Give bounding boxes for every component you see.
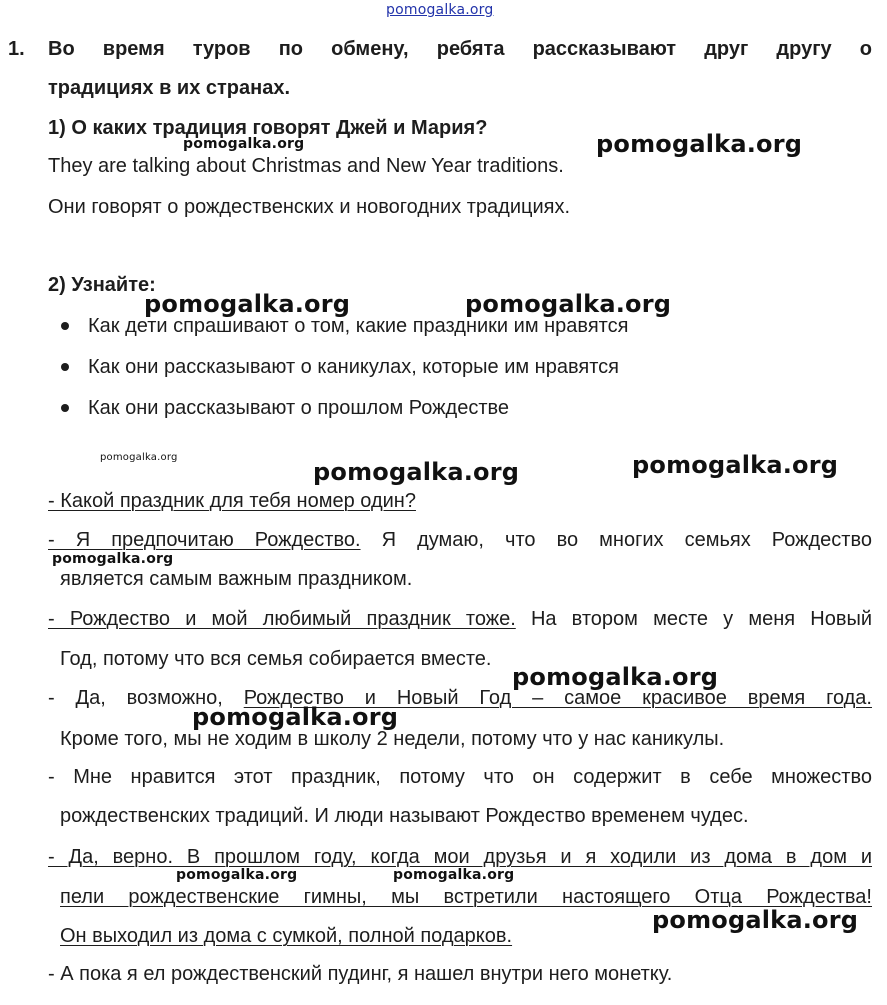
dialogue-line-7: Кроме того, мы не ходим в школу 2 недели, потому что у нас каникулы. [60, 728, 725, 750]
q2-title: 2) Узнайте: [48, 274, 156, 296]
bullet-item-3: Как они рассказывают о прошлом Рождестве [88, 397, 509, 419]
dialogue-line-13: - А пока я ел рождественский пудинг, я нашел внутри него монетку. [48, 963, 673, 985]
bullet-item-2: Как они рассказывают о каникулах, которые им нравятся [88, 356, 619, 378]
task-number: 1. [8, 38, 25, 60]
watermark: pomogalka.org [512, 663, 719, 691]
dialogue-line-9: рождественских традиций. И люди называют Рождество временем чудес. [60, 805, 749, 827]
dialogue-line-6-lead: - Да, возможно, [48, 687, 244, 709]
bullet-item-1: Как дети спрашивают о том, какие праздники им нравятся [88, 315, 629, 337]
bullet-marker [61, 363, 69, 371]
watermark: pomogalka.org [100, 452, 178, 463]
dialogue-line-1-text: - Какой праздник для тебя номер один? [48, 490, 416, 512]
bullet-marker [61, 322, 69, 330]
watermark: pomogalka.org [313, 458, 520, 486]
task-line-2: традициях в их странах. [48, 77, 291, 99]
watermark: pomogalka.org [192, 703, 399, 731]
dialogue-line-4-rest: На втором месте у меня Новый [515, 608, 872, 630]
bullet-marker [61, 404, 69, 412]
watermark: pomogalka.org [465, 290, 672, 318]
dialogue-line-10 [48, 845, 872, 869]
dialogue-line-3: является самым важным праздником. [60, 568, 413, 590]
dialogue-line-12 [60, 924, 512, 948]
q1-answer-ru: Они говорят о рождественских и новогодних традициях. [48, 196, 571, 218]
dialogue-line-4-underlined: - Рождество и мой любимый праздник тоже. [48, 608, 516, 630]
dialogue-line-6-underlined: Рождество и Новый Год – самое красивое время года. [243, 687, 872, 709]
watermark: pomogalka.org [596, 130, 803, 158]
dialogue-line-12-text: Он выходил из дома с сумкой, полной подарков. [60, 925, 513, 947]
watermark: pomogalka.org [144, 290, 351, 318]
watermark: pomogalka.org [652, 906, 859, 934]
dialogue-line-5: Год, потому что вся семья собирается вместе. [60, 648, 492, 670]
dialogue-line-6 [48, 686, 872, 710]
dialogue-line-10-text: - Да, верно. В прошлом году, когда мои друзья и я ходили из дома в дом и [48, 846, 872, 868]
dialogue-line-2-underlined: - Я предпочитаю Рождество. [48, 529, 361, 551]
dialogue-line-2-rest: Я думаю, что во многих семьях Рождество [360, 529, 872, 551]
watermark: pomogalka.org [176, 867, 298, 883]
dialogue-line-8: - Мне нравится этот праздник, потому что он содержит в себе множество [48, 766, 872, 788]
task-line-1: Во время туров по обмену, ребята рассказывают друг другу о [48, 38, 872, 60]
q1-answer-en: They are talking about Christmas and New Year traditions. [48, 155, 564, 177]
watermark: pomogalka.org [52, 551, 174, 567]
dialogue-line-1 [48, 489, 416, 513]
top-watermark-link[interactable]: pomogalka.org [386, 2, 494, 18]
q1-title: 1) О каких традиция говорят Джей и Мария? [48, 117, 488, 139]
dialogue-line-11-text: пели рождественские гимны, мы встретили настоящего Отца Рождества! [60, 886, 872, 908]
dialogue-line-4 [48, 607, 872, 631]
watermark: pomogalka.org [393, 867, 515, 883]
watermark: pomogalka.org [632, 451, 839, 479]
dialogue-line-2 [48, 528, 872, 552]
watermark: pomogalka.org [183, 136, 305, 152]
